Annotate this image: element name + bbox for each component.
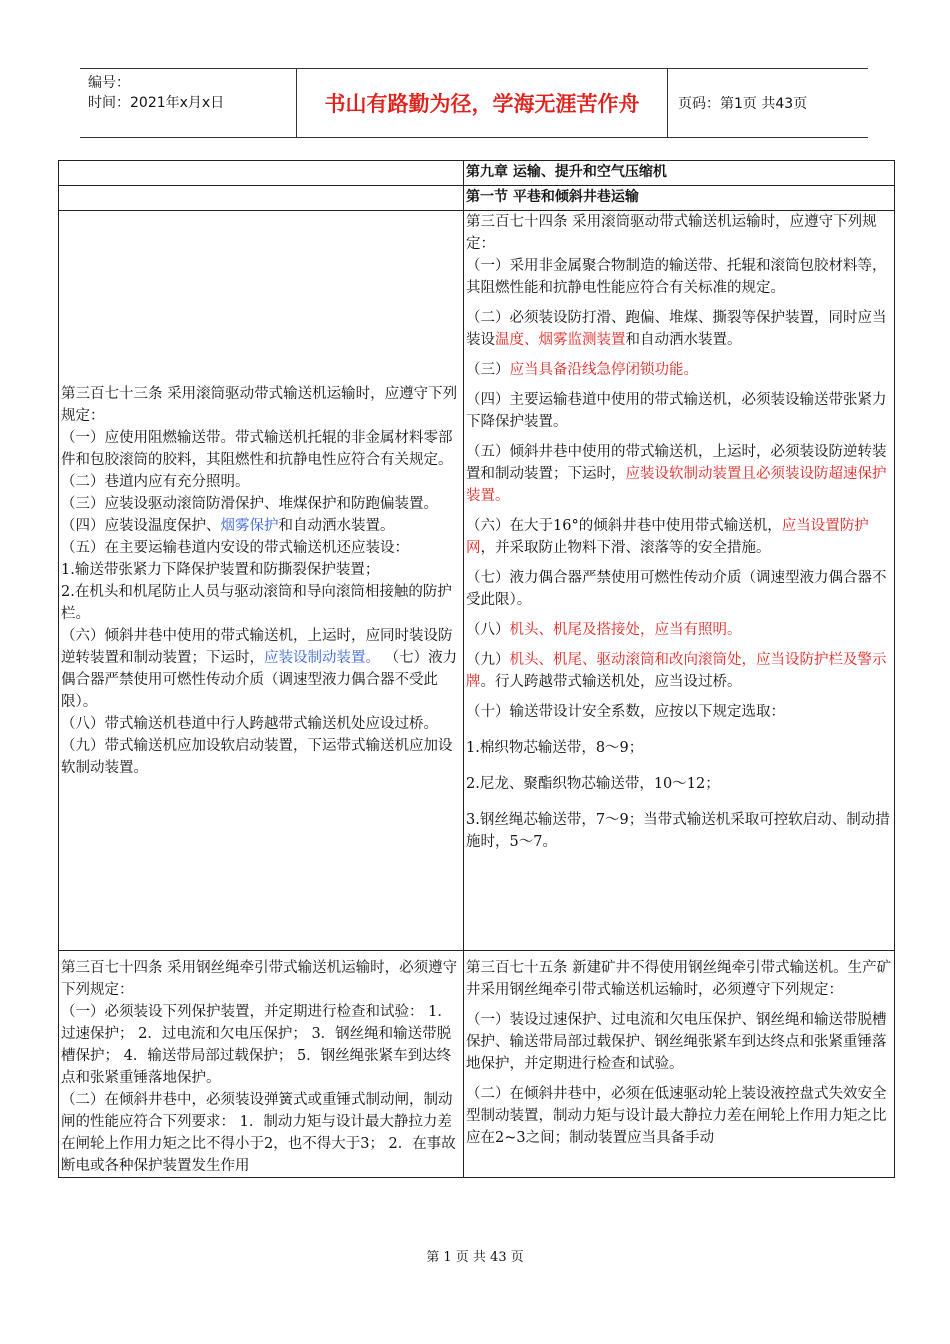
page-footer: 第 1 页 共 43 页 <box>426 1250 524 1265</box>
header-motto: 书山有路勤为径，学海无涯苦作舟 <box>296 69 668 137</box>
paragraph: 1.输送带张紧力下降保护装置和防撕裂保护装置； <box>61 561 380 578</box>
highlight-text: 机头、机尾、驱动滚筒和改向滚筒处，应当设防护栏及警示牌 <box>466 652 887 690</box>
paragraph <box>466 515 892 559</box>
paragraph <box>466 619 892 641</box>
text: （二）必须装设防打滑、跑偏、堆煤、撕裂等保护装置，同时应当装设 <box>466 310 887 348</box>
chapter-row <box>59 161 895 186</box>
paragraph: （五）在主要运输巷道内安设的带式输送机还应装设： <box>61 539 409 556</box>
paragraph: 1.棉织物芯输送带，8～9； <box>466 740 644 756</box>
paragraph: （十）输送带设计安全系数，应按以下规定选取： <box>466 704 785 720</box>
highlight-text: 应当设置防护网 <box>466 518 869 556</box>
text: （六）在大于16°的倾斜井巷中使用带式输送机， <box>466 518 782 534</box>
paragraph: 2.尼龙、聚酯织物芯输送带，10～12； <box>466 776 720 792</box>
number-label: 编号： <box>88 75 130 91</box>
paragraph <box>466 359 892 381</box>
paragraph: 2.在机头和机尾防止人员与驱动滚筒和导向滚筒相接触的防护栏。 <box>61 583 452 622</box>
paragraph <box>61 515 461 537</box>
section-left-cell <box>59 186 464 211</box>
highlight-text: 应当具备沿线急停闭锁功能。 <box>509 362 698 378</box>
new-article-375 <box>464 951 895 1178</box>
paragraph <box>466 441 892 507</box>
time-label: 时间：2021年x月x日 <box>88 95 225 111</box>
header-page-info: 页码：第1页 共43页 <box>678 96 808 112</box>
highlight-text: 机头、机尾及搭接处，应当有照明。 <box>509 622 742 638</box>
text: 和自动洒水装置。 <box>278 517 395 534</box>
paragraph: （一）装设过速保护、过电流和欠电压保护、钢丝绳和输送带脱槽保护、输送带局部过载保护、钢丝绳张紧车到达终点和张紧重锤落地保护，并定期进行检查和试验。 <box>466 1012 887 1072</box>
text: ，并采取防止物料下滑、滚落等的安全措施。 <box>480 540 771 556</box>
paragraph: 第三百七十三条 采用滚筒驱动带式输送机运输时，应遵守下列规定： <box>61 385 458 424</box>
paragraph <box>61 625 461 713</box>
chapter-left-cell <box>59 161 464 186</box>
paragraph: （八）带式输送机巷道中行人跨越带式输送机处应设过桥。 <box>61 715 438 732</box>
paragraph: （九）带式输送机应加设软启动装置，下运带式输送机应加设软制动装置。 <box>61 737 453 776</box>
highlight-text: 烟雾保护 <box>220 517 279 534</box>
highlight-text: 应装设制动装置。 <box>264 649 380 666</box>
old-article-373 <box>59 211 464 951</box>
paragraph: 第三百七十五条 新建矿井不得使用钢丝绳牵引带式输送机。生产矿井采用钢丝绳牵引带式输送机运输时，必须遵守下列规定： <box>466 960 892 998</box>
text: （五）倾斜井巷中使用的带式输送机，上运时，必须装设防逆转装置和制动装置；下运时， <box>466 444 887 482</box>
paragraph <box>466 649 892 693</box>
paragraph: （七）液力偶合器严禁使用可燃性传动介质（调速型液力偶合器不受此限）。 <box>466 570 887 608</box>
paragraph <box>466 307 892 351</box>
paragraph: 第三百七十四条 采用滚筒驱动带式输送机运输时，应遵守下列规定： <box>466 214 877 252</box>
text: （九） <box>466 652 510 668</box>
article-row-2 <box>59 951 895 1178</box>
new-article-374 <box>464 211 895 951</box>
section-title: 第一节 平巷和倾斜井巷运输 <box>464 186 895 211</box>
header-meta <box>80 69 296 137</box>
text: （六）倾斜井巷中使用的带式输送机，上运时，应同时装设防逆转装置和制动装置；下运时， <box>61 627 453 666</box>
section-row <box>59 186 895 211</box>
paragraph: （一）必须装设下列保护装置，并定期进行检查和试验： 1．过速保护； 2．过电流和欠电压保护； 3．钢丝绳和输送带脱槽保护； 4．输送带局部过载保护； 5．钢丝绳张紧车到达终点和张紧重锤落地保护。 <box>61 1004 452 1086</box>
text: （八） <box>466 622 510 638</box>
highlight-text: 应装设软制动装置且必须装设防超速保护装置。 <box>466 466 887 504</box>
old-article-374 <box>59 951 464 1178</box>
text: （七）液力偶合器严禁使用可燃性传动介质（调速型液力偶合器不受此限）。 <box>61 649 458 710</box>
paragraph: （二）在倾斜井巷中，必须在低速驱动轮上装设液控盘式失效安全型制动装置，制动力矩与设计最大静拉力差在闸轮上作用力矩之比应在2~3之间；制动装置应当具备手动 <box>466 1086 887 1146</box>
paragraph: （二）在倾斜井巷中，必须装设弹簧式或重锤式制动闸，制动闸的性能应符合下列要求： 1．制动力矩与设计最大静拉力差在闸轮上作用力矩之比不得小于2，也不得大于3； 2．在事故断电或各种保护装置发生作用 <box>61 1092 456 1174</box>
text: 。行人跨越带式输送机处，应当设过桥。 <box>480 674 742 690</box>
text: （四）应装设温度保护、 <box>61 517 221 534</box>
paragraph: 3.钢丝绳芯输送带，7～9；当带式输送机采取可控软启动、制动措施时，5～7。 <box>466 812 890 850</box>
text: （三） <box>466 362 510 378</box>
paragraph: （二）巷道内应有充分照明。 <box>61 473 250 490</box>
paragraph: （三）应装设驱动滚筒防滑保护、堆煤保护和防跑偏装置。 <box>61 495 438 512</box>
chapter-title: 第九章 运输、提升和空气压缩机 <box>464 161 895 186</box>
text: 和自动洒水装置。 <box>625 332 742 348</box>
paragraph: （一）采用非金属聚合物制造的输送带、托辊和滚筒包胶材料等，其阻燃性能和抗静电性能应符合有关标准的规定。 <box>466 258 887 296</box>
paragraph: （一）应使用阻燃输送带。带式输送机托辊的非金属材料零部件和包胶滚筒的胶料，其阻燃性和抗静电性应符合有关规定。 <box>61 429 453 468</box>
paragraph: 第三百七十四条 采用钢丝绳牵引带式输送机运输时，必须遵守下列规定： <box>61 960 458 998</box>
paragraph: （四）主要运输巷道中使用的带式输送机，必须装设输送带张紧力下降保护装置。 <box>466 392 887 430</box>
highlight-text: 温度、烟雾监测装置 <box>495 332 626 348</box>
page-header <box>80 68 868 138</box>
article-row-1 <box>59 211 895 951</box>
comparison-table <box>58 160 895 1178</box>
